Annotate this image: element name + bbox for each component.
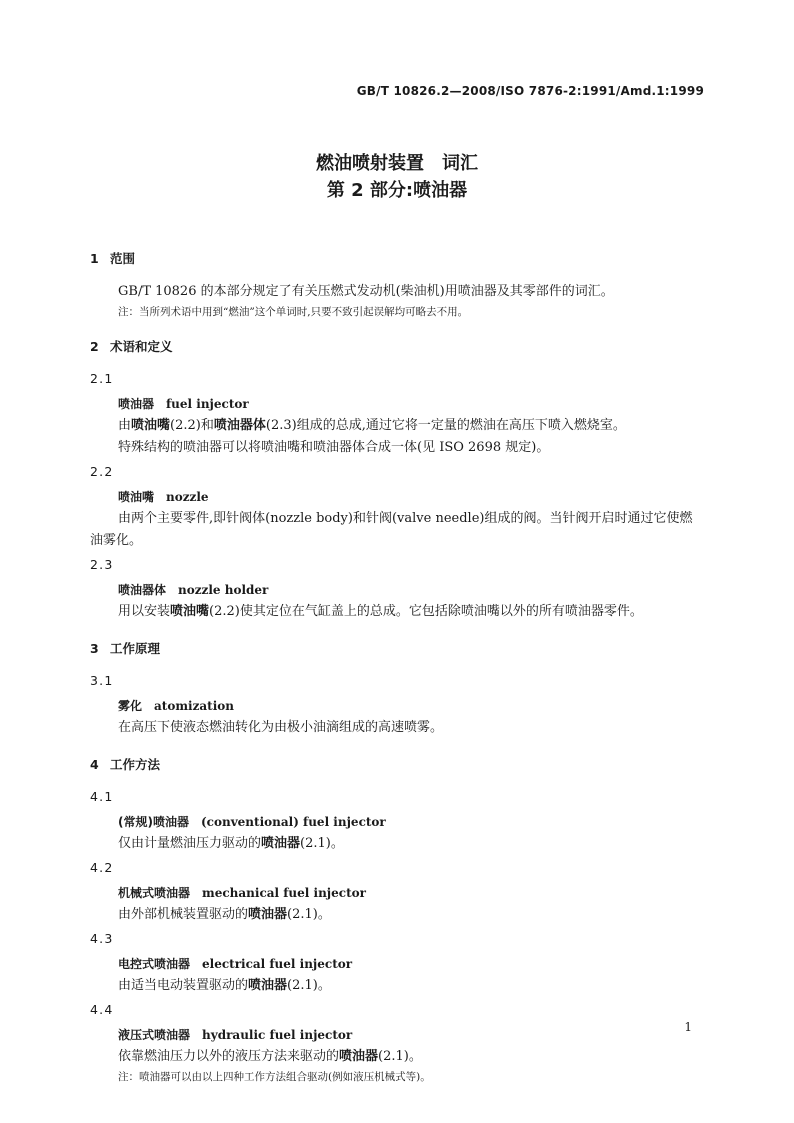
section-number: 3 xyxy=(90,641,99,656)
term-entry xyxy=(90,953,704,975)
text-run: (2.1)。 xyxy=(300,836,344,851)
clause-number: 3.1 xyxy=(90,673,114,688)
text-run: 在高压下使液态燃油转化为由极小油滴组成的高速喷雾。 xyxy=(118,720,444,735)
term-reference: 喷油器 xyxy=(248,907,288,922)
term-chinese: 电控式喷油器 xyxy=(118,957,191,971)
definition-paragraph xyxy=(90,508,704,552)
section-title: 范围 xyxy=(110,251,136,266)
term-entry xyxy=(90,1024,704,1046)
term-english: nozzle xyxy=(166,490,209,504)
text-run: (2.1)。 xyxy=(378,1049,422,1064)
text-run: (2.1)。 xyxy=(287,907,331,922)
text-run: 依靠燃油压力以外的液压方法来驱动的 xyxy=(118,1049,340,1064)
text-run: 用以安装 xyxy=(118,604,171,619)
clause-number: 2.3 xyxy=(90,557,114,572)
term-entry xyxy=(90,811,704,833)
text-run: 由适当电动装置驱动的 xyxy=(118,978,249,993)
text-run: (2.2)和 xyxy=(170,418,214,433)
section-number: 4 xyxy=(90,757,99,772)
section-number: 1 xyxy=(90,251,99,266)
term-reference: 喷油器 xyxy=(248,978,288,993)
text-run: 由 xyxy=(118,418,132,433)
term-chinese: 喷油嘴 xyxy=(118,490,155,504)
scope-paragraph xyxy=(90,281,704,303)
page-number: 1 xyxy=(684,1020,692,1034)
text-run: 由两个主要零件,即针阀体(nozzle body)和针阀(valve needle)组成的阀。当针阀开启时通过它使燃油雾化。 xyxy=(90,511,693,548)
term-entry xyxy=(90,579,704,601)
term-english: electrical fuel injector xyxy=(202,957,353,971)
text-run: (2.2)使其定位在气缸盖上的总成。它包括除喷油嘴以外的所有喷油器零件。 xyxy=(209,604,643,619)
title-part: 第 2 部分:喷油器 xyxy=(326,180,468,201)
clause-number: 4.3 xyxy=(90,931,114,946)
definition-paragraph xyxy=(90,415,704,437)
section-heading-methods xyxy=(90,755,704,775)
title-main: 燃油喷射装置 词汇 xyxy=(316,153,478,174)
term-chinese: 液压式喷油器 xyxy=(118,1028,191,1042)
term-entry xyxy=(90,882,704,904)
document-body xyxy=(90,249,704,1086)
term-reference: 喷油器 xyxy=(339,1049,379,1064)
text-run: 仅由计量燃油压力驱动的 xyxy=(118,836,262,851)
text-run: (2.3)组成的总成,通过它将一定量的燃油在高压下喷入燃烧室。 xyxy=(265,418,626,433)
term-entry xyxy=(90,486,704,508)
term-chinese: 喷油器 xyxy=(118,397,155,411)
definition-paragraph xyxy=(90,975,704,997)
text-run: (2.1)。 xyxy=(287,978,331,993)
term-chinese: 机械式喷油器 xyxy=(118,886,191,900)
term-reference: 喷油嘴 xyxy=(131,418,171,433)
scope-note: 注：当所列术语中用到“燃油”这个单词时,只要不致引起误解均可略去不用。 xyxy=(118,306,469,318)
term-english: fuel injector xyxy=(166,397,249,411)
clause-number: 4.1 xyxy=(90,789,114,804)
text-run: 由外部机械装置驱动的 xyxy=(118,907,249,922)
definition-paragraph xyxy=(90,717,704,739)
definition-paragraph xyxy=(90,904,704,926)
term-english: mechanical fuel injector xyxy=(202,886,366,900)
methods-note: 注：喷油器可以由以上四种工作方法组合驱动(例如液压机械式等)。 xyxy=(118,1071,431,1083)
term-reference: 喷油嘴 xyxy=(170,604,210,619)
term-english: nozzle holder xyxy=(178,583,269,597)
term-entry xyxy=(90,393,704,415)
definition-paragraph xyxy=(90,437,704,459)
term-english: atomization xyxy=(154,699,235,713)
term-reference: 喷油器 xyxy=(261,836,301,851)
section-heading-scope xyxy=(90,249,704,269)
term-reference: 喷油器体 xyxy=(213,418,266,433)
clause-number: 2.2 xyxy=(90,464,114,479)
section-number: 2 xyxy=(90,339,99,354)
standard-header: GB/T 10826.2—2008/ISO 7876-2:1991/Amd.1:1999 xyxy=(356,84,704,98)
definition-paragraph xyxy=(90,601,704,623)
term-english: hydraulic fuel injector xyxy=(202,1028,353,1042)
document-title xyxy=(0,150,794,204)
section-title: 工作原理 xyxy=(110,641,161,656)
clause-number: 4.4 xyxy=(90,1002,114,1017)
definition-paragraph xyxy=(90,833,704,855)
section-heading-terms xyxy=(90,337,704,357)
clause-number: 2.1 xyxy=(90,371,114,386)
text-run: 特殊结构的喷油器可以将喷油嘴和喷油器体合成一体(见 ISO 2698 规定)。 xyxy=(118,440,550,455)
section-heading-principle xyxy=(90,639,704,659)
section-title: 术语和定义 xyxy=(110,339,173,354)
term-chinese: 雾化 xyxy=(118,699,143,713)
term-chinese: 喷油器体 xyxy=(118,583,167,597)
clause-number: 4.2 xyxy=(90,860,114,875)
section-title: 工作方法 xyxy=(110,757,161,772)
text-run: GB/T 10826 的本部分规定了有关压燃式发动机(柴油机)用喷油器及其零部件的词汇。 xyxy=(118,284,614,299)
term-entry xyxy=(90,695,704,717)
term-english: (conventional) fuel injector xyxy=(200,815,386,829)
term-chinese: (常规)喷油器 xyxy=(118,815,189,829)
definition-paragraph xyxy=(90,1046,704,1068)
